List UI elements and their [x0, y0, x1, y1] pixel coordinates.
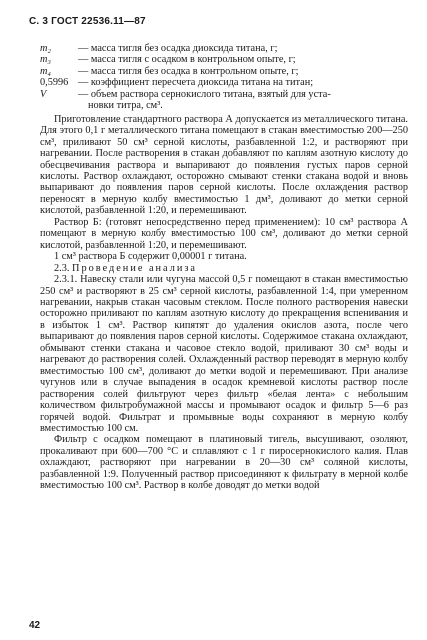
section-number: 2.3.	[54, 262, 73, 274]
page-body	[40, 43, 408, 492]
section-title: Проведение анализа	[72, 262, 198, 274]
definition-symbol: V	[40, 88, 47, 100]
page-header: С. 3 ГОСТ 22536.11—87	[29, 16, 146, 27]
definition-item	[40, 89, 408, 100]
definition-text: — масса тигля без осадка диоксида титана, г;	[78, 43, 278, 54]
definition-item	[40, 77, 408, 88]
definition-symbol: m₄	[40, 65, 52, 77]
paragraph-solution-b-content: 1 см³ раствора Б содержит 0,00001 г титана.	[54, 251, 247, 263]
definition-text: — коэффициент пересчета диоксида титана на титан;	[78, 77, 314, 89]
definition-text: — масса тигля с осадком в контрольном опыте, г;	[78, 54, 296, 66]
paragraph-solution-b: Раствор Б: (готовят непосредственно перед применением): 10 см³ раствора А помещают в мерную колбу вместимостью 100 см³, доливают до метки серной кислотой, разбавленной 1:20, и перемешивают.	[40, 216, 408, 251]
definition-continuation: новки титра, см³.	[88, 100, 163, 112]
definition-symbol: m₃	[40, 54, 52, 66]
definition-item	[40, 66, 408, 77]
definition-symbol: m₂	[40, 43, 52, 54]
definition-item	[40, 54, 408, 65]
definition-symbol: 0,5996	[40, 77, 69, 89]
definitions-list	[40, 43, 408, 112]
paragraph-2-3-1: 2.3.1. Навеску стали или чугуна массой 0,5 г помещают в стакан вместимостью 250 см³ и растворяют в 25 см³ серной кислоты, разбавленной 1:4, при умеренном нагревании, накрыв стакан часовым стеклом. После полного растворения навески осторожно приливают по каплям азотную кислоту до прекращения вспенивания и в избыток 1 см³. Раствор кипятят до удаления окислов азота, после чего выпаривают до появления паров серной кислоты. Содержимое стакана охлаждают, обмывают стенки стакана и часовое стекло водой, приливают 30 см³ воды и нагревают до растворения солей. Охлажденный раствор переводят в мерную колбу вместимостью 100 см³, доливают до метки водой и перемешивают. При анализе чугунов или в случае выпадения в осадок кремневой кислоты раствор после растворения солей фильтруют через фильтр «белая лента» с небольшим количеством фильтробумажной массы и промывают осадок и фильтр 5—6 раз горячей водой. Фильтрат и промывные воды сохраняют в мерную колбу вместимостью 100 см.	[40, 274, 408, 434]
definition-text: — масса тигля без осадка в контрольном опыте, г;	[78, 65, 299, 77]
definition-text: — объем раствора сернокислого титана, взятый для уста-	[78, 88, 331, 100]
page-number: 42	[29, 620, 41, 631]
paragraph-standard-solution-a: Приготовление стандартного раствора А допускается из металлического титана. Для этого 0,1 г металлического титана помещают в стакан вместимостью 200—250 см³, приливают 50 см³ серной кислоты, разбавленной 1:2, и растворяют при нагревании. После растворения в стакан добавляют по каплям азотную кислоту до обесцвечивания раствора и выпаривают до появления густых паров серной кислоты. Раствор охлаждают, осторожно смывают стенки стакана водой и вновь выпаривают до появления паров серной кислоты. После охлаждения раствор переносят в мерную колбу вместимостью 1 дм³, доливают до метки серной кислотой, разбавленной 1:20, и перемешивают.	[40, 113, 408, 217]
paragraph-filter-procedure: Фильтр с осадком помещают в платиновый тигель, высушивают, озоляют, прокаливают при 600—700 °С и сплавляют с 1 г пиросернокислого калия. Плав охлаждают, растворяют при нагревании в 20—30 см³ соляной кислоты, разбавленной 1:9. Полученный раствор присоединяют к фильтрату в мерной колбе вместимостью 100 см³. Раствор в колбе доводят до метки водой	[40, 434, 408, 492]
section-heading	[40, 263, 408, 274]
definition-item	[40, 43, 408, 54]
